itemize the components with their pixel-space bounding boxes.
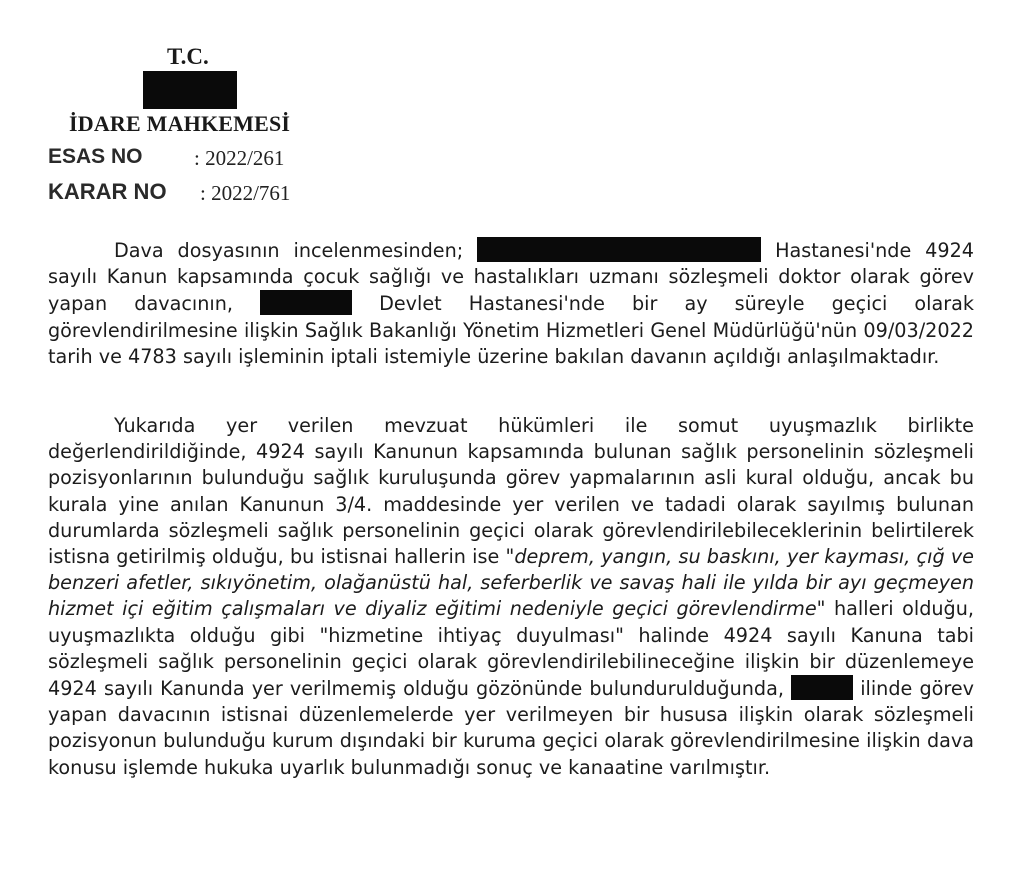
paragraph2-italic-quote: deprem, yangın, su baskını, yer kayması, çığ ve benzeri afetler, sıkıyönetim, olağanüstü hal, seferberlik ve savaş hali ile yılda bir ayı geçmeyen hizmet içi eğitim çalışmaları ve diyaliz eğitimi nedeniyle geçici görevlendirme bbox=[48, 545, 974, 621]
paragraph1-part-c: Devlet Hastanesi'nde bir ay süreyle geçici olarak görevlendirilmesine ilişkin Sağlık Bakanlığı Yönetim Hizmetleri Genel Müdürlüğü'nün 09/03/2022 tarih ve 4783 sayılı işleminin iptali istemiyle üzerine bakılan davanın açıldığı anlaşılmaktadır. bbox=[48, 292, 974, 368]
paragraph-case-summary bbox=[48, 237, 974, 370]
paragraph2-part-a: Yukarıda yer verilen mevzuat hükümleri ile somut uyuşmazlık birlikte değerlendirildiğinde, 4924 sayılı Kanunun kapsamında bulunan sağlık personelinin sözleşmeli pozisyonlarının bulunduğu sağlık kuruluşunda görev yapmalarının asli kural olduğu, ancak bu kurala yine anılan Kanunun 3/4. maddesinde yer verilen ve tadadi olarak sayılmış bulunan durumlarda sözleşmeli sağlık personelinin geçici olarak görevlendirilebileceklerinin belirtilerek istisna getirilmiş olduğu, bu istisnai hallerin ise " bbox=[48, 414, 974, 569]
court-name: İDARE MAHKEMESİ bbox=[69, 111, 291, 136]
redacted-place-name bbox=[260, 290, 352, 315]
redacted-province-name bbox=[791, 675, 853, 700]
paragraph2-part-c: ilinde görev yapan davacının istisnai düzenlemelerde yer verilmeyen bir hususa ilişkin olarak sözleşmeli pozisyonun bulunduğu kurum dışındaki bir kuruma geçici olarak görevlendirilmesine ilişkin dava konusu işlemde hukuka uyarlık bulunmadığı sonuç ve kanaatine varılmıştır. bbox=[48, 677, 974, 779]
esas-no-label: ESAS NO bbox=[48, 145, 143, 168]
country-code: T.C. bbox=[167, 44, 209, 69]
paragraph2-part-b: " halleri olduğu, uyuşmazlıkta olduğu gibi "hizmetine ihtiyaç duyulması" halinde 4924 sayılı Kanuna tabi sözleşmeli sağlık personelinin geçici olarak görevlendirilebilineceğine ilişkin bir düzenlemeye 4924 sayılı Kanunda yer verilmemiş olduğu gözönünde bulundurulduğunda, bbox=[48, 597, 974, 701]
paragraph1-part-a: Dava dosyasının incelenmesinden; bbox=[114, 239, 464, 262]
redacted-hospital-name bbox=[477, 237, 761, 262]
redacted-city-name bbox=[143, 71, 237, 109]
karar-no-value: : 2022/761 bbox=[200, 181, 291, 205]
paragraph-legal-assessment bbox=[48, 413, 974, 781]
esas-no-value: : 2022/261 bbox=[194, 146, 285, 170]
paragraph1-part-b: Hastanesi'nde 4924 sayılı Kanun kapsamında çocuk sağlığı ve hastalıkları uzmanı sözleşmeli doktor olarak görev yapan davacının, bbox=[48, 239, 974, 316]
karar-no-label: KARAR NO bbox=[48, 179, 167, 204]
